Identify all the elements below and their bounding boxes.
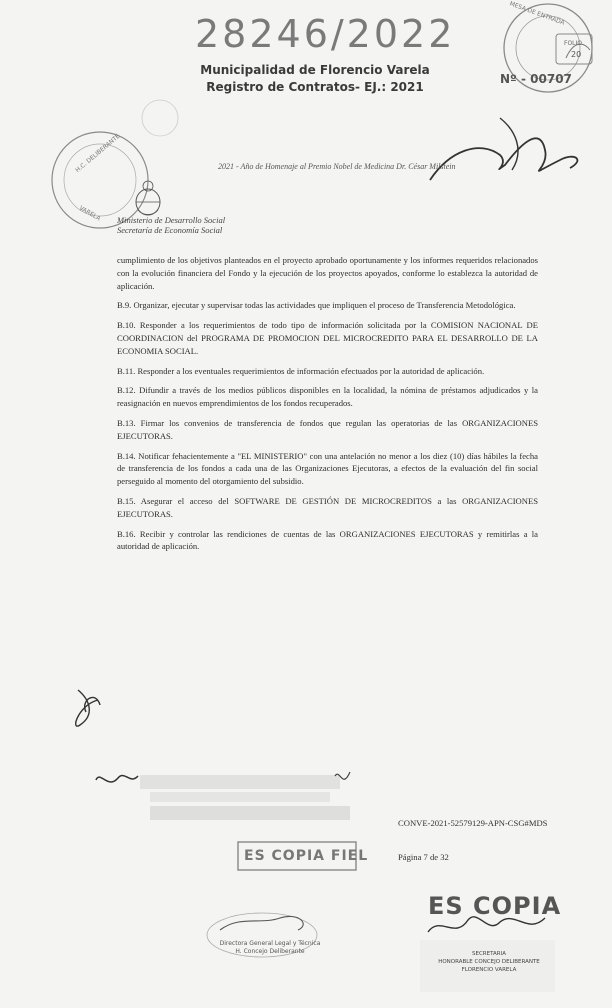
varela-circle-text: VARELA [77, 204, 102, 223]
paragraph: B.14. Notificar fehacientemente a "EL MINISTERIO" con una antelación no menor a los diez (10) días hábiles la fecha de transferencia de los fondos a cada una de las Organizaciones Ejecutoras, a efectos de la evaluación del fin social perseguido al momento del otorgamiento del subsidio. [117, 450, 538, 487]
signatory-right [424, 950, 554, 974]
municipality-header [190, 62, 440, 96]
secretariat-name: Secretaría de Economía Social [117, 225, 223, 235]
page-number: Página 7 de 32 [398, 852, 449, 862]
ministry-block [117, 215, 225, 235]
ministry-name: Ministerio de Desarrollo Social [117, 215, 226, 225]
paragraph: B.12. Difundir a través de los medios públicos disponibles en la localidad, la nómina de préstamos adjudicados y la reasignación en nuevos emprendimientos de los fondos recuperados. [117, 385, 538, 409]
faint-circle-mark [142, 100, 178, 136]
signatory-right-title: SECRETARIA [471, 951, 506, 957]
signatory-left-title: Directora General Legal y Técnica [219, 940, 321, 947]
signature-top [430, 138, 577, 180]
registry-number: 28246/2022 [195, 12, 456, 56]
signatory-right-city: FLORENCIO VARELA [461, 967, 517, 973]
signatory-right-org: HONORABLE CONCEJO DELIBERANTE [438, 959, 540, 965]
registry-name: Registro de Contratos- EJ.: 2021 [206, 80, 424, 94]
es-copia-fiel-stamp: ES COPIA FIEL [244, 848, 369, 864]
folio-number: 20 [571, 50, 582, 59]
paragraph: B.15. Asegurar el acceso del SOFTWARE DE GESTIÓN DE MICROCREDITOS a las ORGANIZACIONES EJECUTORAS. [117, 495, 538, 519]
folio-label: FOLIO [564, 40, 583, 47]
margin-signature-mark [76, 690, 100, 726]
document-body [117, 254, 538, 560]
entry-number: Nº - 00707 [500, 72, 572, 86]
signatory-left-org: H. Concejo Deliberante [235, 948, 305, 955]
paragraph: B.11. Responder a los eventuales requerimientos de información efectuados por la autoridad de aplicación. [117, 365, 485, 376]
signatory-left [205, 940, 335, 956]
paragraph: B.9. Organizar, ejecutar y supervisar todas las actividades que impliquen el proceso de Transferencia Metodológica. [117, 300, 516, 311]
year-motto: 2021 - Año de Homenaje al Premio Nobel de Medicina Dr. César Milstein [218, 162, 456, 171]
mesa-entrada-text: MESA DE ENTRADA [508, 0, 566, 27]
deliberante-circle-text: H.C. DELIBERANTE [74, 132, 122, 175]
paragraph: B.16. Recibir y controlar las rendiciones de cuentas de las ORGANIZACIONES EJECUTORAS y remitirlas a la autoridad de aplicación. [117, 528, 538, 552]
paragraph: B.13. Firmar los convenios de transferencia de fondos que regulan las operatorias de las ORGANIZACIONES EJECUTORAS. [117, 417, 538, 441]
paragraph: cumplimiento de los objetivos planteados en el proyecto aprobado oportunamente y los informes requeridos relacionados con la evolución financiera del Fondo y la ejecución de los proyectos apoyados, conforme lo establezca la autoridad de aplicación. [117, 255, 538, 291]
es-copia-stamp: ES COPIA [428, 892, 562, 920]
rectangle-stamp-block [96, 772, 350, 820]
municipality-name: Municipalidad de Florencio Varela [200, 63, 430, 77]
paragraph: B.10. Responder a los requerimientos de todo tipo de información solicitada por la COMISION NACIONAL DE COORDINACION del PROGRAMA DE PROMOCION DEL MICROCREDITO PARA EL DESARROLLO DE LA ECONOMIA SOCIAL. [117, 320, 538, 356]
document-code: CONVE-2021-52579129-APN-CSG#MDS [398, 818, 548, 828]
